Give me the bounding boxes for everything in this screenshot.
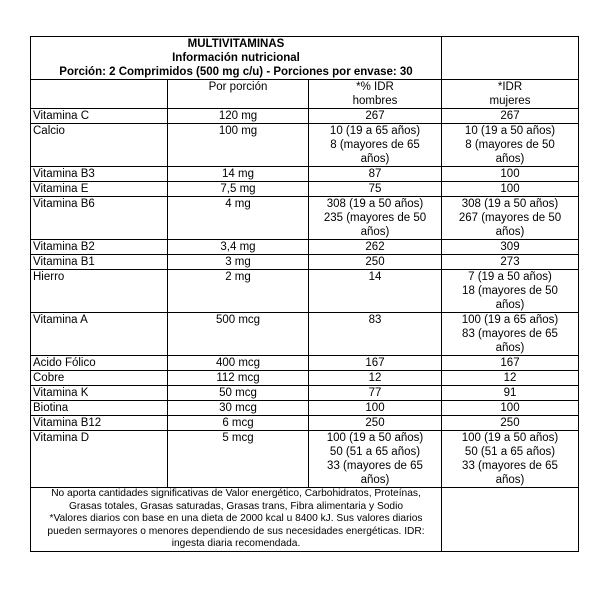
idr-men-value bbox=[309, 240, 442, 255]
nutrient-name: Calcio bbox=[31, 124, 168, 167]
nutrient-amount: 30 mcg bbox=[168, 401, 309, 416]
footnote-line: Grasas totales, Grasas saturadas, Grasas trans, Fibra alimentaria y Sodio bbox=[68, 500, 404, 512]
value-line: 83 bbox=[368, 314, 382, 326]
table-row bbox=[31, 431, 579, 488]
column-header-per-portion: Por porción bbox=[168, 80, 309, 109]
product-title: MULTIVITAMINAS bbox=[187, 38, 285, 50]
value-line: 100 (19 a 50 años) bbox=[461, 432, 559, 444]
idr-women-value bbox=[442, 416, 579, 431]
table-row bbox=[31, 197, 579, 240]
table-row bbox=[31, 270, 579, 313]
nutrient-name: Vitamina K bbox=[31, 386, 168, 401]
value-line: 91 bbox=[503, 387, 517, 399]
nutrient-name: Vitamina E bbox=[31, 182, 168, 197]
value-line: 10 (19 a 50 años) bbox=[464, 125, 556, 137]
idr-women-value bbox=[442, 386, 579, 401]
nutrient-amount: 5 mcg bbox=[168, 431, 309, 488]
idr-men-value bbox=[309, 401, 442, 416]
nutrient-name: Cobre bbox=[31, 371, 168, 386]
value-line: 18 (mayores de 50 bbox=[462, 285, 558, 297]
value-line: 308 (19 a 50 años) bbox=[326, 198, 424, 210]
value-line: años) bbox=[360, 226, 390, 238]
column-header-row bbox=[31, 80, 579, 109]
table-row bbox=[31, 240, 579, 255]
nutrient-name: Vitamina B12 bbox=[31, 416, 168, 431]
idr-women-value bbox=[442, 167, 579, 182]
table-row bbox=[31, 124, 579, 167]
table-row bbox=[31, 386, 579, 401]
nutrient-amount: 3 mg bbox=[168, 255, 309, 270]
nutrient-amount: 4 mg bbox=[168, 197, 309, 240]
portion-info: Porción: 2 Comprimidos (500 mg c/u) - Porciones por envase: 30 bbox=[59, 66, 413, 78]
title-cell bbox=[31, 37, 442, 80]
table-row bbox=[31, 401, 579, 416]
value-line: 10 (19 a 65 años) bbox=[329, 125, 421, 137]
table-row bbox=[31, 167, 579, 182]
idr-women-value bbox=[442, 197, 579, 240]
value-line: 267 (mayores de 50 bbox=[458, 212, 562, 224]
nutrition-label bbox=[30, 36, 578, 552]
table-row bbox=[31, 182, 579, 197]
idr-women-value bbox=[442, 270, 579, 313]
value-line: 50 (51 a 65 años) bbox=[464, 446, 556, 458]
value-line: 235 (mayores de 50 bbox=[323, 212, 427, 224]
idr-men-value bbox=[309, 182, 442, 197]
nutrient-name: Vitamina B1 bbox=[31, 255, 168, 270]
idr-men-value bbox=[309, 197, 442, 240]
value-line: 267 bbox=[500, 110, 520, 122]
value-line: 100 bbox=[500, 168, 520, 180]
value-line: 50 (51 a 65 años) bbox=[329, 446, 421, 458]
nutrient-name: Acido Fólico bbox=[31, 356, 168, 371]
nutrient-amount: 6 mcg bbox=[168, 416, 309, 431]
value-line: 12 bbox=[368, 372, 382, 384]
footnote bbox=[31, 488, 442, 552]
nutrient-amount: 120 mg bbox=[168, 109, 309, 124]
value-line: años) bbox=[360, 153, 390, 165]
idr-men-value bbox=[309, 255, 442, 270]
value-line: 87 bbox=[368, 168, 382, 180]
idr-men-value bbox=[309, 124, 442, 167]
nutrient-amount: 7,5 mg bbox=[168, 182, 309, 197]
column-header-idr-women: *IDR mujeres bbox=[442, 80, 579, 109]
product-subtitle: Información nutricional bbox=[172, 52, 300, 64]
idr-men-value bbox=[309, 371, 442, 386]
value-line: 8 (mayores de 65 bbox=[330, 139, 420, 151]
value-line: 250 bbox=[500, 417, 520, 429]
nutrient-name: Hierro bbox=[31, 270, 168, 313]
footnote-row bbox=[31, 488, 579, 552]
value-line: 309 bbox=[500, 241, 520, 253]
idr-women-value bbox=[442, 240, 579, 255]
table-row bbox=[31, 109, 579, 124]
idr-women-value bbox=[442, 313, 579, 356]
value-line: 100 bbox=[500, 183, 520, 195]
title-row bbox=[31, 37, 579, 80]
value-line: años) bbox=[495, 226, 525, 238]
value-line: años) bbox=[495, 299, 525, 311]
value-line: 8 (mayores de 50 bbox=[465, 139, 555, 151]
value-line: 267 bbox=[365, 110, 385, 122]
value-line: 7 (19 a 50 años) bbox=[468, 271, 552, 283]
footnote-line: No aporta cantidades significativas de Valor energético, Carbohidratos, Proteínas, bbox=[51, 488, 421, 499]
value-line: 83 (mayores de 65 bbox=[462, 328, 558, 340]
value-line: 33 (mayores de 65 bbox=[327, 460, 423, 472]
value-line: 250 bbox=[365, 256, 385, 268]
nutrient-name: Vitamina C bbox=[31, 109, 168, 124]
nutrition-table bbox=[30, 36, 579, 552]
value-line: 14 bbox=[368, 271, 382, 283]
idr-women-value bbox=[442, 431, 579, 488]
idr-men-value bbox=[309, 109, 442, 124]
nutrient-name: Vitamina B3 bbox=[31, 167, 168, 182]
value-line: 100 (19 a 65 años) bbox=[461, 314, 559, 326]
footnote-empty-cell bbox=[442, 488, 579, 552]
nutrient-amount: 500 mcg bbox=[168, 313, 309, 356]
value-line: 75 bbox=[368, 183, 382, 195]
value-line: 167 bbox=[365, 357, 385, 369]
value-line: años) bbox=[495, 342, 525, 354]
value-line: 100 bbox=[500, 402, 520, 414]
idr-women-value bbox=[442, 124, 579, 167]
value-line: 273 bbox=[500, 256, 520, 268]
idr-women-value bbox=[442, 356, 579, 371]
nutrient-name: Biotina bbox=[31, 401, 168, 416]
value-line: años) bbox=[360, 474, 390, 486]
value-line: 167 bbox=[500, 357, 520, 369]
value-line: 262 bbox=[365, 241, 385, 253]
nutrient-amount: 400 mcg bbox=[168, 356, 309, 371]
nutrient-amount: 100 mg bbox=[168, 124, 309, 167]
idr-women-value bbox=[442, 371, 579, 386]
column-header-idr-men: *% IDR hombres bbox=[309, 80, 442, 109]
column-header-empty bbox=[31, 80, 168, 109]
idr-women-value bbox=[442, 401, 579, 416]
table-row bbox=[31, 371, 579, 386]
idr-men-value bbox=[309, 356, 442, 371]
idr-women-value bbox=[442, 109, 579, 124]
nutrient-name: Vitamina D bbox=[31, 431, 168, 488]
table-row bbox=[31, 313, 579, 356]
table-row bbox=[31, 255, 579, 270]
idr-men-value bbox=[309, 167, 442, 182]
value-line: 250 bbox=[365, 417, 385, 429]
idr-men-value bbox=[309, 386, 442, 401]
idr-women-value bbox=[442, 182, 579, 197]
nutrient-amount: 112 mcg bbox=[168, 371, 309, 386]
value-line: 12 bbox=[503, 372, 517, 384]
idr-men-value bbox=[309, 416, 442, 431]
nutrient-amount: 3,4 mg bbox=[168, 240, 309, 255]
value-line: años) bbox=[495, 153, 525, 165]
idr-men-value bbox=[309, 431, 442, 488]
value-line: años) bbox=[495, 474, 525, 486]
value-line: 308 (19 a 50 años) bbox=[461, 198, 559, 210]
value-line: 100 (19 a 50 años) bbox=[326, 432, 424, 444]
idr-men-value bbox=[309, 270, 442, 313]
nutrient-name: Vitamina A bbox=[31, 313, 168, 356]
footnote-line: pueden sermayores o menores dependiendo de sus necesidades energéticas. IDR: bbox=[47, 525, 425, 537]
nutrient-amount: 50 mcg bbox=[168, 386, 309, 401]
idr-men-value bbox=[309, 313, 442, 356]
table-row bbox=[31, 356, 579, 371]
nutrient-name: Vitamina B6 bbox=[31, 197, 168, 240]
idr-women-value bbox=[442, 255, 579, 270]
value-line: 100 bbox=[365, 402, 385, 414]
value-line: 77 bbox=[368, 387, 382, 399]
title-empty-cell bbox=[442, 37, 579, 80]
nutrient-amount: 14 mg bbox=[168, 167, 309, 182]
footnote-line: ingesta diaria recomendada. bbox=[171, 538, 301, 549]
nutrient-name: Vitamina B2 bbox=[31, 240, 168, 255]
nutrient-amount: 2 mg bbox=[168, 270, 309, 313]
value-line: 33 (mayores de 65 bbox=[462, 460, 558, 472]
footnote-line: *Valores diarios con base en una dieta de 2000 kcal u 8400 kJ. Sus valores diarios bbox=[49, 513, 423, 524]
table-row bbox=[31, 416, 579, 431]
